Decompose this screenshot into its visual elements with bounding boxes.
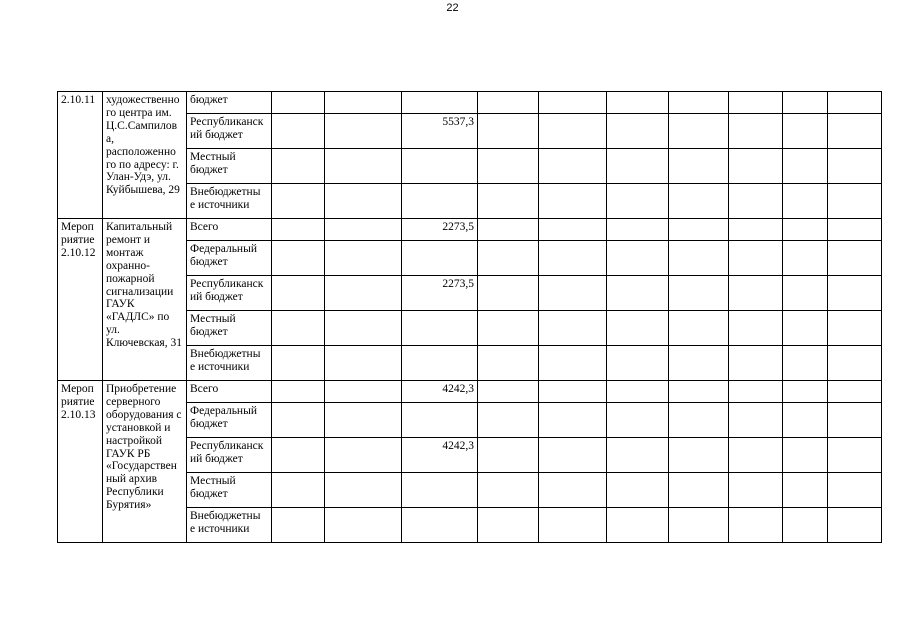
empty-cell [325, 114, 402, 149]
empty-cell [783, 403, 828, 438]
empty-cell [729, 276, 783, 311]
empty-cell [539, 346, 607, 381]
empty-cell [669, 149, 729, 184]
empty-cell [607, 311, 669, 346]
empty-cell [828, 219, 882, 241]
empty-cell [669, 276, 729, 311]
empty-cell [272, 403, 325, 438]
empty-cell [783, 438, 828, 473]
empty-cell [783, 92, 828, 114]
empty-cell [729, 311, 783, 346]
empty-cell [828, 346, 882, 381]
empty-cell [272, 114, 325, 149]
funding-source: Местный бюджет [187, 149, 272, 184]
empty-cell [729, 184, 783, 219]
empty-cell [478, 184, 539, 219]
funding-source: Местный бюджет [187, 311, 272, 346]
empty-cell [539, 381, 607, 403]
table-row [58, 381, 882, 403]
empty-cell [325, 438, 402, 473]
empty-cell [607, 92, 669, 114]
empty-cell [669, 381, 729, 403]
empty-cell [478, 403, 539, 438]
empty-cell [783, 346, 828, 381]
empty-cell [669, 184, 729, 219]
amount-cell [402, 403, 478, 438]
empty-cell [729, 381, 783, 403]
funding-source: Всего [187, 219, 272, 241]
funding-source: Федеральный бюджет [187, 241, 272, 276]
empty-cell [729, 346, 783, 381]
empty-cell [783, 381, 828, 403]
empty-cell [729, 114, 783, 149]
funding-source: Республиканск ий бюджет [187, 114, 272, 149]
funding-source: бюджет [187, 92, 272, 114]
empty-cell [828, 508, 882, 543]
measure-description: Капитальный ремонт и монтаж охранно-пожарной сигнализации ГАУК «ГАДЛС» по ул. Ключевская, 31 [103, 219, 187, 381]
empty-cell [783, 219, 828, 241]
empty-cell [325, 149, 402, 184]
empty-cell [828, 473, 882, 508]
empty-cell [539, 438, 607, 473]
empty-cell [539, 508, 607, 543]
empty-cell [669, 473, 729, 508]
empty-cell [607, 241, 669, 276]
funding-source: Внебюджетны е источники [187, 508, 272, 543]
empty-cell [729, 508, 783, 543]
empty-cell [783, 114, 828, 149]
empty-cell [607, 276, 669, 311]
measure-code: 2.10.11 [58, 92, 103, 219]
empty-cell [729, 473, 783, 508]
empty-cell [272, 241, 325, 276]
empty-cell [325, 276, 402, 311]
empty-cell [729, 92, 783, 114]
funding-source: Республиканск ий бюджет [187, 438, 272, 473]
amount-cell [402, 184, 478, 219]
empty-cell [272, 276, 325, 311]
empty-cell [325, 184, 402, 219]
empty-cell [325, 403, 402, 438]
empty-cell [783, 241, 828, 276]
funding-source: Внебюджетны е источники [187, 346, 272, 381]
empty-cell [539, 276, 607, 311]
empty-cell [607, 473, 669, 508]
empty-cell [272, 381, 325, 403]
empty-cell [272, 346, 325, 381]
empty-cell [539, 114, 607, 149]
empty-cell [729, 219, 783, 241]
empty-cell [325, 219, 402, 241]
amount-cell: 4242,3 [402, 438, 478, 473]
empty-cell [325, 508, 402, 543]
empty-cell [478, 438, 539, 473]
empty-cell [272, 473, 325, 508]
empty-cell [607, 219, 669, 241]
empty-cell [828, 92, 882, 114]
empty-cell [607, 184, 669, 219]
empty-cell [607, 346, 669, 381]
empty-cell [325, 346, 402, 381]
empty-cell [607, 403, 669, 438]
empty-cell [669, 508, 729, 543]
empty-cell [783, 473, 828, 508]
empty-cell [828, 276, 882, 311]
empty-cell [828, 149, 882, 184]
empty-cell [607, 438, 669, 473]
empty-cell [325, 311, 402, 346]
empty-cell [783, 311, 828, 346]
empty-cell [607, 381, 669, 403]
empty-cell [669, 311, 729, 346]
page-number: 22 [446, 2, 459, 14]
empty-cell [539, 149, 607, 184]
empty-cell [272, 219, 325, 241]
empty-cell [607, 114, 669, 149]
amount-cell [402, 473, 478, 508]
empty-cell [729, 438, 783, 473]
amount-cell [402, 311, 478, 346]
empty-cell [478, 276, 539, 311]
amount-cell [402, 508, 478, 543]
measure-description: Приобретение серверного оборудования с установкой и настройкой ГАУК РБ «Государствен ный архив Республики Бурятия» [103, 381, 187, 543]
empty-cell [272, 149, 325, 184]
empty-cell [828, 184, 882, 219]
empty-cell [828, 381, 882, 403]
empty-cell [325, 473, 402, 508]
empty-cell [478, 149, 539, 184]
empty-cell [539, 219, 607, 241]
empty-cell [539, 92, 607, 114]
empty-cell [478, 114, 539, 149]
empty-cell [478, 92, 539, 114]
empty-cell [539, 184, 607, 219]
amount-cell: 2273,5 [402, 219, 478, 241]
empty-cell [828, 438, 882, 473]
empty-cell [478, 241, 539, 276]
empty-cell [272, 311, 325, 346]
funding-source: Местный бюджет [187, 473, 272, 508]
empty-cell [478, 311, 539, 346]
empty-cell [828, 114, 882, 149]
empty-cell [828, 241, 882, 276]
empty-cell [607, 508, 669, 543]
amount-cell: 5537,3 [402, 114, 478, 149]
budget-table [57, 91, 882, 543]
empty-cell [325, 241, 402, 276]
empty-cell [478, 508, 539, 543]
empty-cell [828, 403, 882, 438]
empty-cell [539, 403, 607, 438]
empty-cell [478, 473, 539, 508]
funding-source: Внебюджетны е источники [187, 184, 272, 219]
empty-cell [669, 438, 729, 473]
empty-cell [478, 219, 539, 241]
table-row [58, 92, 882, 114]
funding-source: Всего [187, 381, 272, 403]
empty-cell [272, 92, 325, 114]
empty-cell [783, 184, 828, 219]
empty-cell [729, 241, 783, 276]
empty-cell [669, 92, 729, 114]
measure-code: Мероп риятие 2.10.13 [58, 381, 103, 543]
empty-cell [669, 403, 729, 438]
empty-cell [669, 114, 729, 149]
funding-source: Республиканск ий бюджет [187, 276, 272, 311]
empty-cell [828, 311, 882, 346]
amount-cell [402, 92, 478, 114]
amount-cell [402, 149, 478, 184]
empty-cell [325, 92, 402, 114]
empty-cell [669, 241, 729, 276]
funding-source: Федеральный бюджет [187, 403, 272, 438]
empty-cell [783, 149, 828, 184]
measure-description: художественно го центра им. Ц.С.Сампилов а, расположенно го по адресу: г. Улан-Удэ, ул. Куйбышева, 29 [103, 92, 187, 219]
empty-cell [729, 403, 783, 438]
amount-cell: 4242,3 [402, 381, 478, 403]
empty-cell [478, 346, 539, 381]
empty-cell [539, 241, 607, 276]
empty-cell [729, 149, 783, 184]
empty-cell [539, 473, 607, 508]
empty-cell [783, 508, 828, 543]
empty-cell [478, 381, 539, 403]
amount-cell: 2273,5 [402, 276, 478, 311]
empty-cell [272, 508, 325, 543]
empty-cell [783, 276, 828, 311]
empty-cell [272, 438, 325, 473]
empty-cell [539, 311, 607, 346]
table-row [58, 219, 882, 241]
measure-code: Мероп риятие 2.10.12 [58, 219, 103, 381]
amount-cell [402, 346, 478, 381]
empty-cell [669, 219, 729, 241]
empty-cell [325, 381, 402, 403]
empty-cell [669, 346, 729, 381]
amount-cell [402, 241, 478, 276]
empty-cell [272, 184, 325, 219]
empty-cell [607, 149, 669, 184]
